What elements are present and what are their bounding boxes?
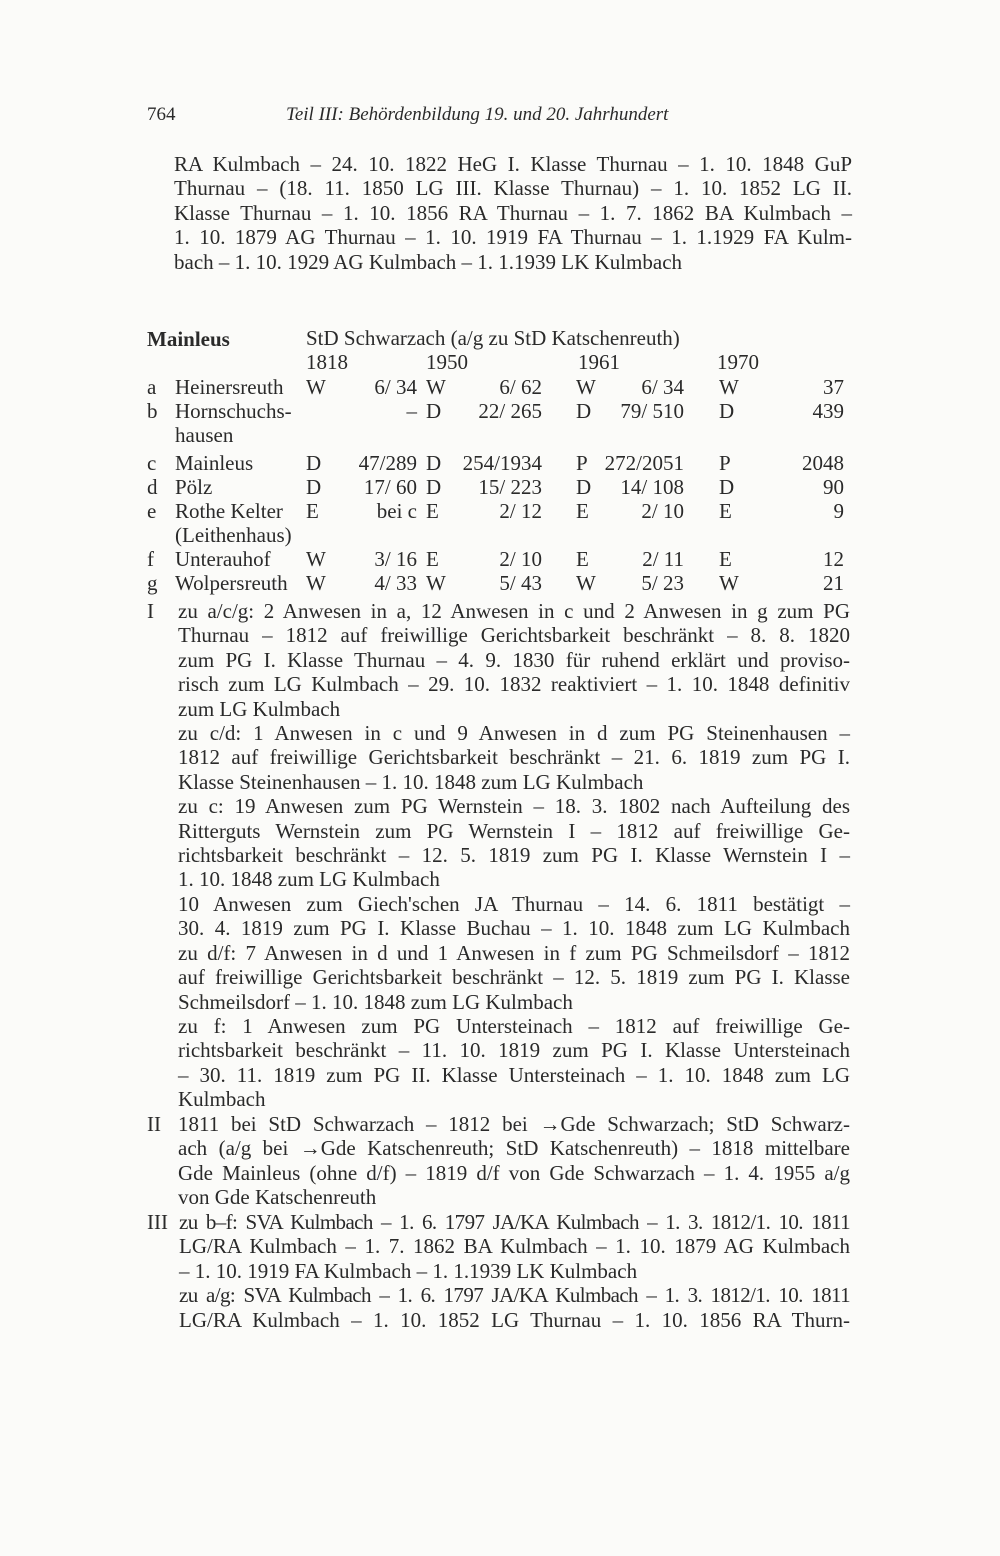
table-cell-t1961: D [576,399,592,423]
table-cell-v1950: 15/ 223 [478,475,542,499]
table-cell-v1950: 5/ 43 [499,571,542,595]
table-cell-v1818: 4/ 33 [374,571,417,595]
table-cell-key: g [147,571,158,595]
table-cell-t1818: W [306,375,326,399]
table-cell-key: e [147,499,157,523]
table-cell-t1961: E [576,499,589,523]
table-cell-v1970: 12 [823,547,844,571]
table-cell-v1970: 37 [823,375,844,399]
text-line: Thurnau – 1812 auf freiwillige Gerichtsbarkeit beschränkt – 8. 8. 1820 [178,623,850,648]
part-III-text [179,1210,850,1332]
table-cell-v1961: 2/ 10 [641,499,684,523]
table-cell-name: Unterauhof [175,547,271,571]
table-cell-v1818: 17/ 60 [363,475,417,499]
table-cell-t1950: E [426,499,439,523]
table-cell-t1950: W [426,571,446,595]
text-line: – 1. 10. 1919 FA Kulmbach – 1. 1.1939 LK Kulmbach [179,1258,638,1283]
part-label-I: I [147,599,154,623]
text-line: richtsbarkeit beschränkt – 11. 10. 1819 zum PG I. Klasse Untersteinach [178,1038,850,1063]
text-line: zu b–f: SVA Kulmbach – 1. 6. 1797 JA/KA Kulmbach – 1. 3. 1812/1. 10. 1811 [179,1210,850,1234]
text-line: Thurnau – (18. 11. 1850 LG III. Klasse Thurnau) – 1. 10. 1852 LG II. [174,176,852,201]
table-cell-t1950: D [426,475,442,499]
table-cell-v1950: 6/ 62 [499,375,542,399]
text-line: risch zum LG Kulmbach – 29. 10. 1832 reaktiviert – 1. 10. 1848 definitiv [178,672,850,697]
part-label-III: III [147,1210,168,1234]
table-cell-name: Heinersreuth [175,375,284,399]
year-1970: 1970 [717,350,759,374]
text-line: zu c/d: 1 Anwesen in c und 9 Anwesen in d zum PG Steinenhausen – [178,721,850,746]
part-II-text [178,1112,850,1210]
table-cell-t1970: P [719,451,731,475]
text-line: zu f: 1 Anwesen zum PG Untersteinach – 1812 auf freiwillige Ge- [178,1013,850,1038]
text-line: 1. 10. 1879 AG Thurnau – 1. 10. 1919 FA Thurnau – 1. 1.1929 FA Kulm- [174,225,852,250]
table-cell-name: Hornschuchs- [175,399,292,423]
table-cell-v1950: 2/ 10 [499,547,542,571]
text-line: LG/RA Kulmbach – 1. 10. 1852 LG Thurnau – 1. 10. 1856 RA Thurn- [179,1307,850,1332]
table-cell-v1950: 2/ 12 [499,499,542,523]
table-cell-t1950: W [426,375,446,399]
text-line: zu d/f: 7 Anwesen in d und 1 Anwesen in f zum PG Schmeilsdorf – 1812 [178,940,850,965]
table-cell-v1818: 6/ 34 [374,375,417,399]
table-cell-key: f [147,547,154,571]
year-1818: 1818 [306,350,348,374]
text-line: – 30. 11. 1819 zum PG II. Klasse Untersteinach – 1. 10. 1848 zum LG [178,1062,850,1087]
section-subtitle: StD Schwarzach (a/g zu StD Katschenreuth) [306,326,680,350]
table-cell-key: d [147,475,158,499]
table-cell-name-cont: hausen [175,423,234,447]
table-cell-t1818: D [306,475,322,499]
table-cell-t1961: E [576,547,589,571]
table-cell-t1970: W [719,571,739,595]
table-cell-name-cont: (Leithenhaus) [175,523,292,547]
table-cell-v1818: 47/289 [358,451,417,475]
text-line: zum PG I. Klasse Thurnau – 4. 9. 1830 für ruhend erklärt und proviso- [178,647,850,672]
table-cell-v1961: 79/ 510 [620,399,684,423]
text-line: 1. 10. 1848 zum LG Kulmbach [178,867,440,892]
table-cell-t1818: W [306,547,326,571]
text-line: Kulmbach [178,1087,266,1112]
table-cell-name: Rothe Kelter [175,499,283,523]
table-cell-v1961: 14/ 108 [620,475,684,499]
table-cell-v1961: 2/ 11 [642,547,684,571]
table-cell-v1818: 3/ 16 [374,547,417,571]
table-cell-t1970: E [719,547,732,571]
text-line: LG/RA Kulmbach – 1. 7. 1862 BA Kulmbach – 1. 10. 1879 AG Kulmbach [179,1234,850,1259]
table-cell-v1961: 272/2051 [604,451,684,475]
part-I-text [178,599,850,1112]
section-title: Mainleus [147,327,230,351]
part-label-II: II [147,1112,161,1136]
table-cell-v1970: 439 [812,399,844,423]
table-cell-t1961: W [576,375,596,399]
table-cell-key: a [147,375,157,399]
table-cell-t1961: D [576,475,592,499]
year-1961: 1961 [578,350,620,374]
table-cell-name: Pölz [175,475,213,499]
table-cell-t1970: W [719,375,739,399]
text-line: Klasse Thurnau – 1. 10. 1856 RA Thurnau – 1. 7. 1862 BA Kulmbach – [174,200,852,225]
text-line: ach (a/g bei →Gde Katschenreuth; StD Katschenreuth) – 1818 mittelbare [178,1136,850,1161]
text-line: zu c: 19 Anwesen zum PG Wernstein – 18. 3. 1802 nach Aufteilung des [178,794,850,819]
text-line: 1811 bei StD Schwarzach – 1812 bei →Gde Schwarzach; StD Schwarz- [178,1112,850,1136]
text-line: Klasse Steinenhausen – 1. 10. 1848 zum LG Kulmbach [178,769,644,794]
table-cell-name: Mainleus [175,451,254,475]
intro-paragraph [174,152,852,274]
text-line: bach – 1. 10. 1929 AG Kulmbach – 1. 1.1939 LK Kulmbach [174,249,683,274]
table-cell-v1970: 90 [823,475,844,499]
table-cell-t1961: P [576,451,588,475]
table-cell-t1818: W [306,571,326,595]
year-1950: 1950 [426,350,468,374]
table-cell-t1950: D [426,399,442,423]
text-line: auf freiwillige Gerichtsbarkeit beschränkt – 12. 5. 1819 zum PG I. Klasse [178,965,850,990]
table-cell-v1950: 254/1934 [462,451,542,475]
table-cell-t1950: E [426,547,439,571]
text-line: 30. 4. 1819 zum PG I. Klasse Buchau – 1. 10. 1848 zum LG Kulmbach [178,916,850,941]
table-cell-v1970: 21 [823,571,844,595]
table-cell-t1818: D [306,451,322,475]
table-cell-t1950: D [426,451,442,475]
table-cell-t1970: D [719,475,735,499]
table-cell-key: b [147,399,158,423]
text-line: Ritterguts Wernstein zum PG Wernstein I – 1812 auf freiwillige Ge- [178,818,850,843]
table-cell-name: Wolpersreuth [175,571,288,595]
text-line: zu a/g: SVA Kulmbach – 1. 6. 1797 JA/KA Kulmbach – 1. 3. 1812/1. 10. 1811 [179,1283,850,1308]
page-number: 764 [147,104,176,125]
table-cell-v1970: 2048 [802,451,844,475]
table-cell-v1961: 6/ 34 [641,375,684,399]
text-line: richtsbarkeit beschränkt – 12. 5. 1819 zum PG I. Klasse Wernstein I – [178,843,850,868]
text-line: 1812 auf freiwillige Gerichtsbarkeit beschränkt – 21. 6. 1819 zum PG I. [178,745,850,770]
text-line: 10 Anwesen zum Giech'schen JA Thurnau – 14. 6. 1811 bestätigt – [178,891,850,916]
table-cell-v1818: bei c [376,499,417,523]
table-cell-t1970: E [719,499,732,523]
table-cell-t1818: E [306,499,319,523]
table-cell-v1970: 9 [833,499,844,523]
table-cell-v1961: 5/ 23 [641,571,684,595]
text-line: zu a/c/g: 2 Anwesen in a, 12 Anwesen in c und 2 Anwesen in g zum PG [178,599,850,623]
table-cell-v1818: – [406,399,417,423]
text-line: RA Kulmbach – 24. 10. 1822 HeG I. Klasse Thurnau – 1. 10. 1848 GuP [174,152,852,176]
text-line: zum LG Kulmbach [178,696,341,721]
running-head: Teil III: Behördenbildung 19. und 20. Jahrhundert [286,104,669,125]
table-cell-v1950: 22/ 265 [478,399,542,423]
text-line: von Gde Katschenreuth [178,1185,377,1210]
table-cell-t1961: W [576,571,596,595]
table-cell-t1970: D [719,399,735,423]
text-line: Schmeilsdorf – 1. 10. 1848 zum LG Kulmbach [178,989,573,1014]
text-line: Gde Mainleus (ohne d/f) – 1819 d/f von Gde Schwarzach – 1. 4. 1955 a/g [178,1160,850,1185]
table-cell-key: c [147,451,157,475]
